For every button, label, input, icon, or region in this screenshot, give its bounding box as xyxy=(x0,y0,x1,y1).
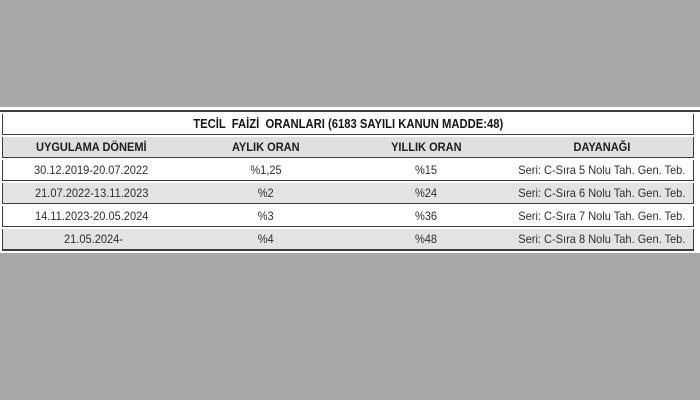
cell-text: 30.12.2019-20.07.2022 xyxy=(34,163,149,177)
cell-aylik-oran xyxy=(190,183,342,204)
table-header-row xyxy=(2,137,694,158)
cell-dayanagi xyxy=(510,160,694,181)
column-header-aylik-oran xyxy=(190,137,342,158)
column-header-label: UYGULAMA DÖNEMİ xyxy=(36,140,147,154)
table-row xyxy=(2,160,694,181)
cell-uygulama-donemi xyxy=(2,229,190,251)
tecil-faizi-table xyxy=(2,112,694,253)
rates-table-card xyxy=(0,107,700,253)
table-title-text: TECİL FAİZİ ORANLARI (6183 SAYILI KANUN MADDE:48) xyxy=(192,117,504,131)
cell-dayanagi xyxy=(510,206,694,227)
column-header-label: AYLIK ORAN xyxy=(232,140,300,154)
column-header-uygulama-donemi xyxy=(2,137,190,158)
cell-uygulama-donemi xyxy=(2,183,190,204)
cell-text: %24 xyxy=(414,186,438,200)
cell-text: %3 xyxy=(258,209,274,223)
cell-aylik-oran xyxy=(190,229,342,251)
cell-text: 14.11.2023-20.05.2024 xyxy=(34,209,149,223)
column-header-dayanagi xyxy=(510,137,694,158)
table-row xyxy=(2,229,694,251)
cell-text: 21.07.2022-13.11.2023 xyxy=(34,186,149,200)
cell-text: %2 xyxy=(258,186,274,200)
cell-text: %4 xyxy=(258,232,274,246)
cell-yillik-oran xyxy=(342,160,510,181)
cell-text: Seri: C-Sıra 5 Nolu Tah. Gen. Teb. xyxy=(517,163,686,177)
table-title xyxy=(2,114,694,135)
cell-text: 21.05.2024- xyxy=(64,232,124,246)
cell-text: Seri: C-Sıra 8 Nolu Tah. Gen. Teb. xyxy=(517,232,686,246)
cell-yillik-oran xyxy=(342,206,510,227)
cell-text: %15 xyxy=(414,163,438,177)
cell-uygulama-donemi xyxy=(2,206,190,227)
cell-uygulama-donemi xyxy=(2,160,190,181)
column-header-yillik-oran xyxy=(342,137,510,158)
cell-aylik-oran xyxy=(190,160,342,181)
cell-text: Seri: C-Sıra 6 Nolu Tah. Gen. Teb. xyxy=(517,186,686,200)
cell-text: %36 xyxy=(414,209,438,223)
table-row xyxy=(2,206,694,227)
cell-text: %48 xyxy=(414,232,438,246)
cell-dayanagi xyxy=(510,229,694,251)
cell-yillik-oran xyxy=(342,229,510,251)
table-title-row xyxy=(2,114,694,135)
cell-dayanagi xyxy=(510,183,694,204)
cell-text: %1,25 xyxy=(250,163,282,177)
column-header-label: DAYANAĞI xyxy=(573,140,630,154)
table-row xyxy=(2,183,694,204)
cell-yillik-oran xyxy=(342,183,510,204)
column-header-label: YILLIK ORAN xyxy=(390,140,462,154)
cell-text: Seri: C-Sıra 7 Nolu Tah. Gen. Teb. xyxy=(517,209,686,223)
cell-aylik-oran xyxy=(190,206,342,227)
